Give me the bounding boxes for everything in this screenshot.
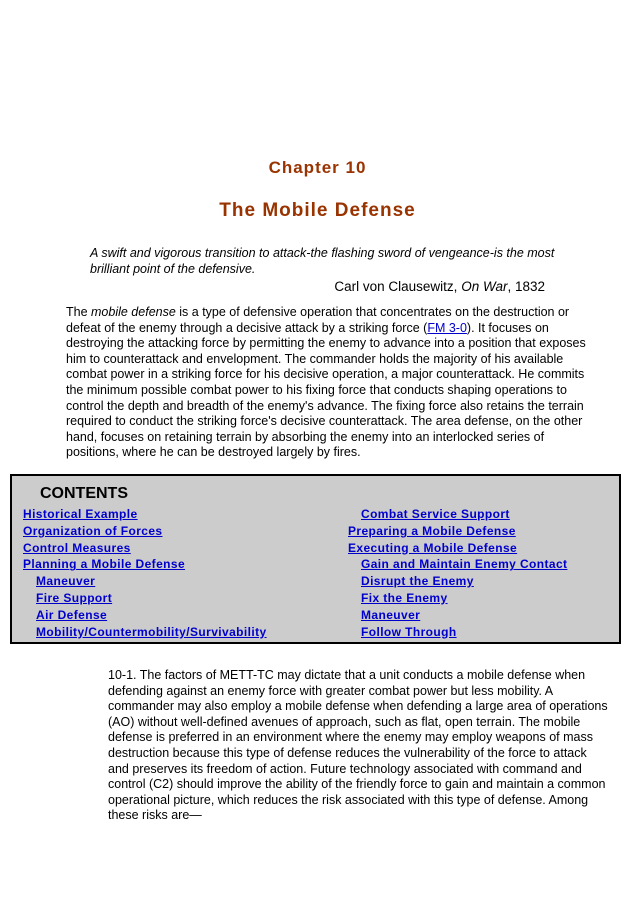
toc-link-executing-mobile-defense[interactable]: Executing a Mobile Defense [348, 540, 518, 555]
quote-year: , 1832 [507, 279, 545, 294]
intro-text-2: is a type of defensive operation that concentrates on the destruction or defeat of the enemy through a decisive attack by a striking force ( [66, 305, 570, 335]
epigraph-attribution [90, 279, 545, 294]
contents-right-column [348, 506, 567, 640]
intro-text-1: The [66, 305, 92, 319]
toc-link-control-measures[interactable]: Control Measures [23, 540, 131, 555]
contents-left-column [23, 506, 267, 640]
chapter-number: Chapter 10 [268, 158, 367, 177]
toc-link-air-defense[interactable]: Air Defense [36, 607, 108, 622]
contents-box [10, 474, 621, 644]
contents-heading: CONTENTS [40, 485, 128, 502]
toc-link-follow-through[interactable]: Follow Through [361, 624, 457, 639]
toc-link-preparing-mobile-defense[interactable]: Preparing a Mobile Defense [348, 523, 516, 538]
quote-author: Carl von Clausewitz, [334, 279, 462, 294]
intro-term: mobile defense [91, 305, 176, 319]
toc-link-organization-of-forces[interactable]: Organization of Forces [23, 523, 163, 538]
toc-link-fix-the-enemy[interactable]: Fix the Enemy [361, 590, 448, 605]
intro-paragraph [66, 305, 596, 461]
chapter-title: The Mobile Defense [219, 200, 416, 221]
toc-link-maneuver-execution[interactable]: Maneuver [361, 607, 421, 622]
toc-link-mobility-countermobility-survivability[interactable]: Mobility/Countermobility/Survivability [36, 624, 267, 639]
toc-link-combat-service-support[interactable]: Combat Service Support [361, 507, 510, 521]
toc-link-disrupt-the-enemy[interactable]: Disrupt the Enemy [361, 574, 474, 589]
intro-text-3: ). It focuses on destroying the attacking force by permitting the enemy to advance into a position that exposes him to counterattack and envelopment. The commander holds the majority of his available combat power in a striking force for his decisive operation, a major counterattack. He commits the minimum possible combat power to his fixing force that conducts shaping operations to control the depth and breadth of the enemy's advance. The fixing force also retains the terrain required to conduct the striking force's decisive counterattack. The area defense, on the other hand, focuses on retaining terrain by absorbing the enemy into an interlocked series of positions, where he can be destroyed largely by fires. [66, 320, 586, 460]
fm-3-0-link[interactable]: FM 3-0 [427, 320, 467, 335]
toc-link-historical-example[interactable]: Historical Example [23, 507, 138, 521]
toc-link-maneuver[interactable]: Maneuver [36, 574, 96, 589]
epigraph-quote: A swift and vigorous transition to attack-the flashing sword of vengeance-is the most brilliant point of the defensive. [90, 246, 555, 276]
toc-link-gain-maintain-enemy-contact[interactable]: Gain and Maintain Enemy Contact [361, 557, 568, 572]
quote-work: On War [461, 279, 508, 294]
toc-link-planning-mobile-defense[interactable]: Planning a Mobile Defense [23, 557, 186, 572]
toc-link-fire-support[interactable]: Fire Support [36, 590, 113, 605]
paragraph-10-1: 10-1. The factors of METT-TC may dictate that a unit conducts a mobile defense when defending against an enemy force with greater combat power but less mobility. A commander may also employ a mobile defense when defending a large area of operations (AO) without well-defined avenues of approach, such as flat, open terrain. The mobile defense is preferred in an environment where the enemy may employ weapons of mass destruction because this type of defense reduces the vulnerability of the force to attack and preserves its freedom of action. Future technology associated with command and control (C2) should improve the ability of the friendly force to gain and maintain a common operational picture, which reduces the risk associated with this type of defense. Among these risks are— [108, 668, 608, 823]
